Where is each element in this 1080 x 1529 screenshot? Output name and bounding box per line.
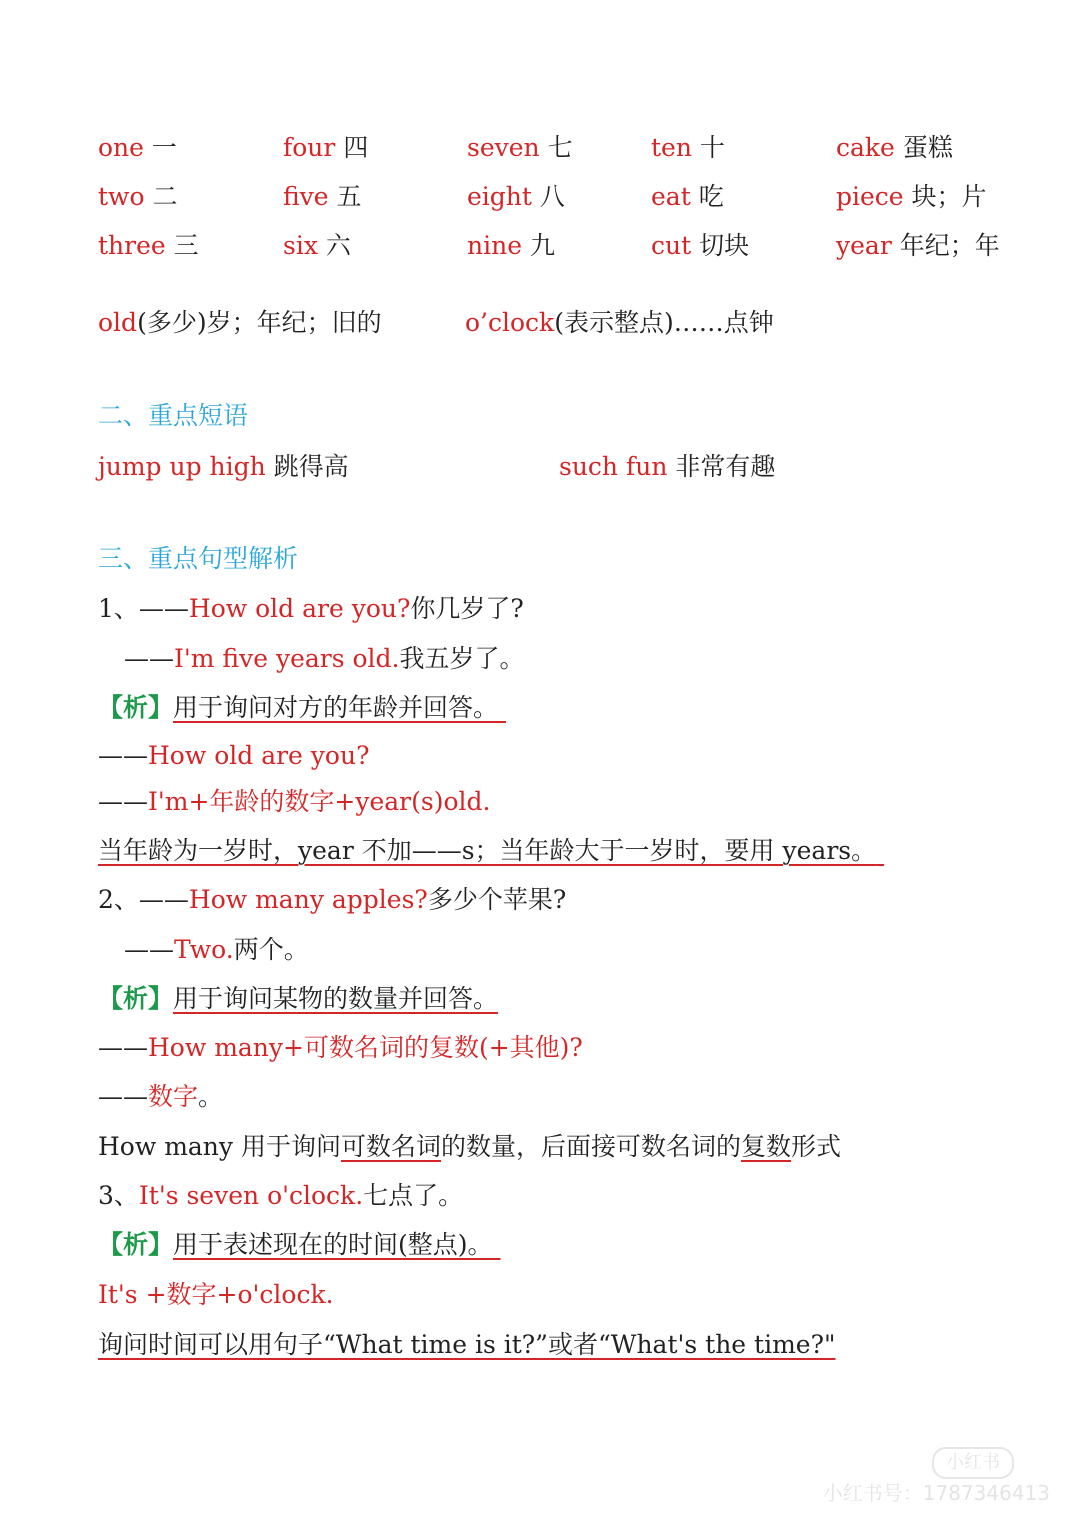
vocab-cn: 切块: [699, 231, 750, 260]
pattern-text: It's +数字+o'clock.: [98, 1280, 334, 1309]
vocab-en: ten: [651, 133, 692, 162]
vocab-en: year: [836, 231, 892, 260]
note-text: 询问时间可以用句子“What time is it?”或者“What's the time?": [98, 1330, 836, 1359]
dash: ——: [124, 644, 174, 673]
vocab-item: [98, 230, 199, 262]
note-highlight: 复数: [741, 1132, 792, 1161]
dash: ——: [98, 787, 148, 816]
s3-note: [98, 1329, 835, 1361]
item-number: 2、: [98, 885, 139, 914]
vocab-cn: 块；片: [911, 182, 987, 211]
vocab-en: piece: [836, 182, 904, 211]
vocab-item: [98, 181, 177, 213]
note-text: 形式: [791, 1132, 842, 1161]
s3-en: It's seven o'clock.: [138, 1181, 364, 1210]
vocab-en: eight: [467, 182, 532, 211]
vocab-item: [98, 132, 177, 164]
phrase-en: jump up high: [98, 452, 266, 481]
pattern-text: I'm+年龄的数字+year(s)old.: [148, 787, 491, 816]
phrase-cn: 跳得高: [273, 452, 349, 481]
section3-title: 三、重点句型解析: [98, 544, 299, 573]
vocab-cn: 年纪；年: [899, 231, 1000, 260]
a-en: I'm five years old.: [174, 644, 400, 673]
vocab-item: [651, 181, 724, 213]
phrase-cn: 非常有趣: [675, 452, 776, 481]
analysis-tag: 【析】: [98, 1230, 174, 1259]
s2-pattern-q: [98, 1032, 583, 1064]
vocab-cn: 八: [539, 182, 565, 211]
vocab-item: [651, 230, 749, 262]
a-en: Two.: [174, 935, 234, 964]
vocab-en: three: [98, 231, 166, 260]
dash: ——: [138, 594, 189, 623]
pattern-end: 。: [198, 1082, 224, 1111]
phrase-en: such fun: [559, 452, 668, 481]
vocab-item: [651, 132, 725, 164]
analysis-tag: 【析】: [98, 693, 174, 722]
dash: ——: [98, 741, 148, 770]
s3-cn: 七点了。: [363, 1181, 464, 1210]
analysis-text: 用于询问某物的数量并回答。: [173, 984, 499, 1013]
vocab-cn: (多少)岁；年纪；旧的: [137, 308, 382, 337]
a-cn: 两个。: [233, 935, 309, 964]
s2-question: [98, 884, 566, 916]
vocab-en: two: [98, 182, 145, 211]
q-en: How many apples?: [188, 885, 428, 914]
vocab-cn: 五: [336, 182, 362, 211]
dash: ——: [98, 1033, 148, 1062]
vocab-en: o’clock: [465, 308, 555, 337]
vocab-item: [283, 132, 368, 164]
q-en: How old are you?: [188, 594, 411, 623]
item-number: 3、: [98, 1181, 139, 1210]
analysis-tag: 【析】: [98, 984, 174, 1013]
vocab-cn: 一: [151, 133, 177, 162]
vocab-item: [283, 230, 351, 262]
vocab-cn: 七: [547, 133, 573, 162]
item-number: 1、: [98, 594, 139, 623]
s1-pattern-q: [98, 740, 369, 772]
s1-question: [98, 593, 524, 625]
s3-analysis: [98, 1229, 500, 1261]
q-cn: 你几岁了?: [410, 594, 524, 623]
vocab-en: eat: [651, 182, 691, 211]
vocab-cn: 吃: [698, 182, 724, 211]
s3-sentence: [98, 1180, 463, 1212]
watermark: [823, 1447, 1050, 1507]
vocab-en: cake: [836, 133, 895, 162]
q-cn: 多少个苹果?: [427, 885, 567, 914]
vocab-old: [98, 307, 382, 339]
vocab-cn: 三: [173, 231, 199, 260]
vocab-item: [467, 230, 555, 262]
phrase-item: [98, 451, 349, 483]
s3-pattern: [98, 1279, 334, 1311]
vocab-cn: (表示整点)……点钟: [554, 308, 774, 337]
vocab-en: four: [283, 133, 336, 162]
vocab-en: nine: [467, 231, 522, 260]
vocab-en: one: [98, 133, 144, 162]
note-text: 当年龄为一岁时，year 不加——s；当年龄大于一岁时，要用 years。: [98, 836, 877, 865]
s2-analysis: [98, 983, 498, 1015]
vocab-en: cut: [651, 231, 692, 260]
s1-pattern-a: [98, 786, 490, 818]
pattern-text: How old are you?: [148, 741, 370, 770]
watermark-logo: 小红书: [932, 1447, 1014, 1479]
vocab-item: [467, 181, 565, 213]
dash: ——: [124, 935, 174, 964]
vocab-cn: 九: [529, 231, 555, 260]
vocab-item: [836, 181, 987, 213]
s1-analysis: [98, 692, 506, 724]
vocab-cn: 六: [325, 231, 351, 260]
note-text: 的数量，后面接可数名词的: [441, 1132, 742, 1161]
a-cn: 我五岁了。: [399, 644, 525, 673]
note-highlight: 可数名词: [340, 1132, 441, 1161]
vocab-cn: 蛋糕: [902, 133, 953, 162]
vocab-cn: 二: [152, 182, 178, 211]
analysis-text: 用于询问对方的年龄并回答。: [173, 693, 499, 722]
s1-answer: [124, 643, 525, 675]
s1-note: [98, 835, 884, 867]
dash: ——: [138, 885, 189, 914]
vocab-item: [836, 132, 953, 164]
pattern-text: 数字: [148, 1082, 199, 1111]
pattern-text: How many+可数名词的复数(+其他)?: [148, 1033, 583, 1062]
vocab-en: five: [283, 182, 329, 211]
analysis-text: 用于表述现在的时间(整点)。: [173, 1230, 493, 1259]
note-text: How many 用于询问: [98, 1132, 341, 1161]
vocab-en: six: [283, 231, 318, 260]
s2-note: [98, 1131, 841, 1163]
vocab-oclock: [465, 307, 774, 339]
vocab-item: [467, 132, 573, 164]
watermark-id: 小红书号：1787346413: [822, 1481, 1050, 1505]
vocab-item: [836, 230, 1000, 262]
vocab-cn: 十: [699, 133, 725, 162]
section2-title: 二、重点短语: [98, 401, 249, 430]
vocab-item: [283, 181, 362, 213]
vocab-en: seven: [467, 133, 540, 162]
s2-answer: [124, 934, 309, 966]
vocab-en: old: [98, 308, 138, 337]
vocab-cn: 四: [343, 133, 369, 162]
dash: ——: [98, 1082, 148, 1111]
phrase-item: [559, 451, 775, 483]
s2-pattern-a: [98, 1081, 223, 1113]
